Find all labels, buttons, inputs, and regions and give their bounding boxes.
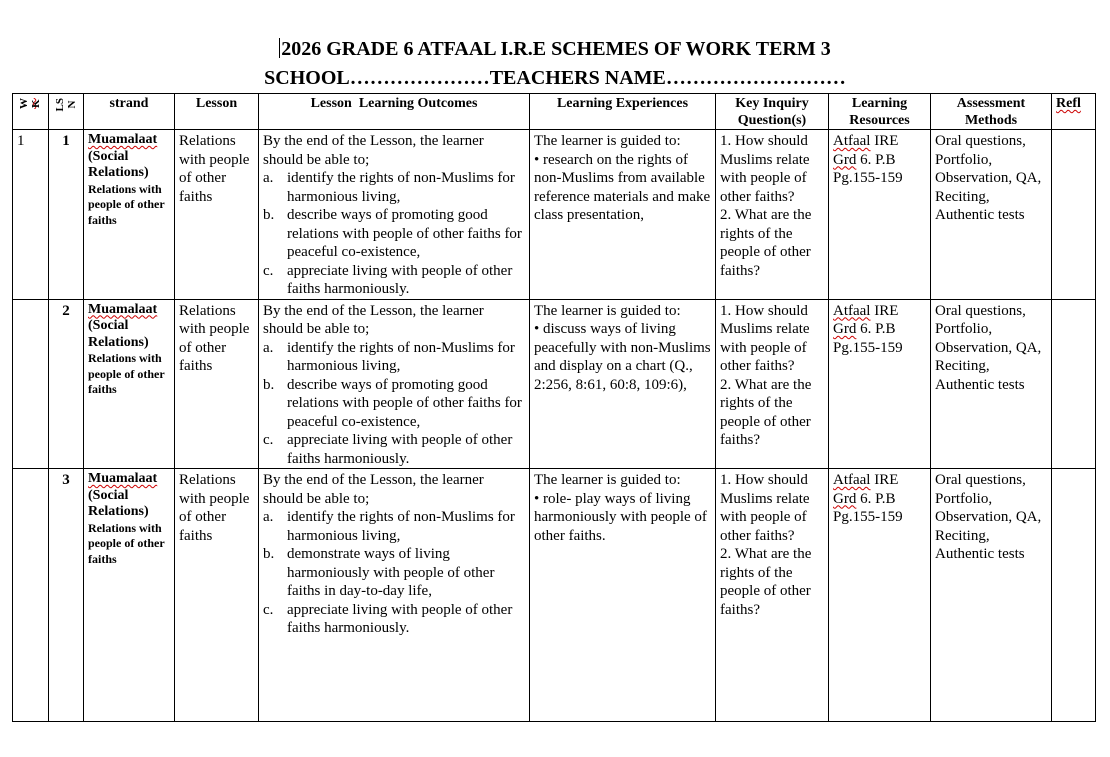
table-row — [13, 130, 1096, 300]
header-inquiry: Key Inquiry Question(s) — [716, 94, 829, 130]
experiences-cell — [530, 469, 716, 722]
resource-subject: IRE — [870, 302, 899, 319]
outcome-item — [263, 376, 525, 432]
header-outcomes: Lesson Learning Outcomes — [259, 94, 530, 130]
experiences-intro: The learner is guided to: — [534, 133, 681, 149]
outcomes-intro: By the end of the Lesson, the learner should be able to; — [263, 472, 484, 507]
week-cell — [13, 469, 49, 722]
experiences-text: • discuss ways of living peacefully with non-Muslims and display on a chart (Q., 2:256, 8:61, 60:8, 109:6), — [534, 321, 711, 393]
outcome-marker: c. — [263, 432, 274, 448]
reflection-cell — [1052, 299, 1096, 469]
lesson-number-cell: 3 — [49, 469, 84, 722]
outcome-item — [263, 169, 525, 206]
outcome-text: identify the rights of non-Muslims for harmonious living, — [287, 170, 515, 205]
outcome-marker: c. — [263, 262, 274, 279]
outcome-marker: a. — [263, 509, 274, 525]
outcome-text: identify the rights of non-Muslims for harmonious living, — [287, 509, 515, 544]
experiences-text: • role- play ways of living harmoniously with people of other faiths. — [534, 490, 707, 544]
outcome-text: identify the rights of non-Muslims for harmonious living, — [287, 339, 515, 374]
sub-strand: Relations with people of other faiths — [88, 520, 165, 566]
resource-pages: 6. P.B Pg.155-159 — [833, 151, 903, 186]
resources-cell — [829, 299, 931, 469]
experiences-cell — [530, 299, 716, 469]
outcome-marker: a. — [263, 339, 274, 356]
resource-grade: Grd — [833, 490, 857, 507]
inquiry-cell: 1. How should Muslims relate with people of other faiths? 2. What are the rights of the people of other faiths? — [716, 130, 829, 300]
resource-book-name: Atfaal — [833, 472, 871, 488]
outcome-marker: b. — [263, 546, 275, 562]
strand-cell — [84, 130, 175, 300]
header-week-k: K — [30, 99, 42, 108]
outcome-text: appreciate living with people of other faiths harmoniously. — [287, 432, 513, 467]
header-lesson-number — [49, 94, 84, 130]
strand-parenthetical: (Social Relations) — [88, 318, 149, 350]
outcome-marker: a. — [263, 170, 274, 186]
resource-grade: Grd — [833, 151, 857, 168]
outcomes-cell — [259, 469, 530, 722]
assessment-cell: Oral questions, Portfolio, Observation, QA, Reciting, Authentic tests — [931, 130, 1052, 300]
outcome-item — [263, 262, 525, 299]
document-subtitle: SCHOOL…………………TEACHERS NAME……………………… — [264, 67, 846, 89]
week-cell — [13, 299, 49, 469]
outcome-item — [263, 431, 525, 468]
header-experiences: Learning Experiences — [530, 94, 716, 130]
outcomes-list — [263, 169, 525, 299]
resources-cell — [829, 469, 931, 722]
resource-pages: 6. P.B Pg.155-159 — [833, 490, 903, 525]
header-strand: strand — [84, 94, 175, 130]
document-title-text: 2026 GRADE 6 ATFAAL I.R.E SCHEMES OF WORK TERM 3 — [281, 38, 831, 60]
outcome-item — [263, 339, 525, 376]
week-cell: 1 — [13, 130, 49, 300]
lesson-cell: Relations with people of other faiths — [175, 299, 259, 469]
outcomes-list — [263, 339, 525, 469]
resource-pages: 6. P.B Pg.155-159 — [833, 321, 903, 356]
outcomes-list — [263, 508, 525, 638]
resource-book-name: Atfaal — [833, 133, 871, 149]
outcome-marker: b. — [263, 207, 275, 223]
table-row — [13, 469, 1096, 722]
outcomes-intro: By the end of the Lesson, the learner should be able to; — [263, 133, 484, 168]
outcomes-cell — [259, 130, 530, 300]
sub-strand: Relations with people of other faiths — [88, 181, 165, 227]
strand-parenthetical: (Social Relations) — [88, 487, 149, 519]
outcomes-cell — [259, 299, 530, 469]
outcome-item — [263, 508, 525, 545]
assessment-cell: Oral questions, Portfolio, Observation, QA, Reciting, Authentic tests — [931, 299, 1052, 469]
lesson-number-cell: 1 — [49, 130, 84, 300]
inquiry-cell: 1. How should Muslims relate with people of other faiths? 2. What are the rights of the people of other faiths? — [716, 469, 829, 722]
resource-book-name: Atfaal — [833, 302, 871, 319]
outcome-item — [263, 545, 525, 601]
strand-cell — [84, 299, 175, 469]
strand-name: Muamalaat — [88, 132, 158, 147]
header-assessment: Assessment Methods — [931, 94, 1052, 130]
outcome-text: describe ways of promoting good relations with people of other faiths for peaceful co-existence, — [287, 207, 522, 260]
outcome-text: describe ways of promoting good relations with people of other faiths for peaceful co-existence, — [287, 376, 522, 430]
header-lsn-ls: LS — [53, 98, 66, 112]
strand-cell — [84, 469, 175, 722]
outcome-item — [263, 601, 525, 638]
outcome-marker: c. — [263, 601, 274, 618]
resource-subject: IRE — [870, 133, 899, 149]
assessment-cell: Oral questions, Portfolio, Observation, QA, Reciting, Authentic tests — [931, 469, 1052, 722]
experiences-intro: The learner is guided to: — [534, 302, 681, 319]
experiences-text: • research on the rights of non-Muslims from available reference materials and make class presentation, — [534, 151, 711, 223]
header-reflection: Refl — [1052, 94, 1096, 130]
sub-strand: Relations with people of other faiths — [88, 351, 165, 396]
lesson-cell: Relations with people of other faiths — [175, 469, 259, 722]
lesson-cell: Relations with people of other faiths — [175, 130, 259, 300]
resource-subject: IRE — [870, 472, 899, 488]
header-resources: Learning Resources — [829, 94, 931, 130]
header-lsn-n: N — [65, 100, 78, 109]
outcome-text: appreciate living with people of other faiths harmoniously. — [287, 601, 513, 636]
reflection-cell — [1052, 469, 1096, 722]
inquiry-cell: 1. How should Muslims relate with people of other faiths? 2. What are the rights of the people of other faiths? — [716, 299, 829, 469]
schemes-of-work-table — [12, 93, 1096, 722]
outcome-marker: b. — [263, 376, 275, 393]
document-title — [0, 37, 1110, 61]
header-lesson: Lesson — [175, 94, 259, 130]
experiences-intro: The learner is guided to: — [534, 472, 681, 488]
outcomes-intro: By the end of the Lesson, the learner should be able to; — [263, 302, 484, 337]
lesson-number-cell: 2 — [49, 299, 84, 469]
experiences-cell — [530, 130, 716, 300]
strand-parenthetical: (Social Relations) — [88, 148, 149, 180]
table-header-row — [13, 94, 1096, 130]
header-week-w: W — [18, 98, 30, 109]
outcome-item — [263, 206, 525, 262]
table-row — [13, 299, 1096, 469]
reflection-cell — [1052, 130, 1096, 300]
strand-name: Muamalaat — [88, 471, 158, 486]
resource-grade: Grd — [833, 321, 857, 337]
outcome-text: demonstrate ways of living harmoniously with people of other faiths in day-to-day life, — [287, 546, 495, 599]
outcome-text: appreciate living with people of other faiths harmoniously. — [287, 262, 513, 297]
header-week — [13, 94, 49, 130]
strand-name: Muamalaat — [88, 301, 158, 317]
resources-cell — [829, 130, 931, 300]
